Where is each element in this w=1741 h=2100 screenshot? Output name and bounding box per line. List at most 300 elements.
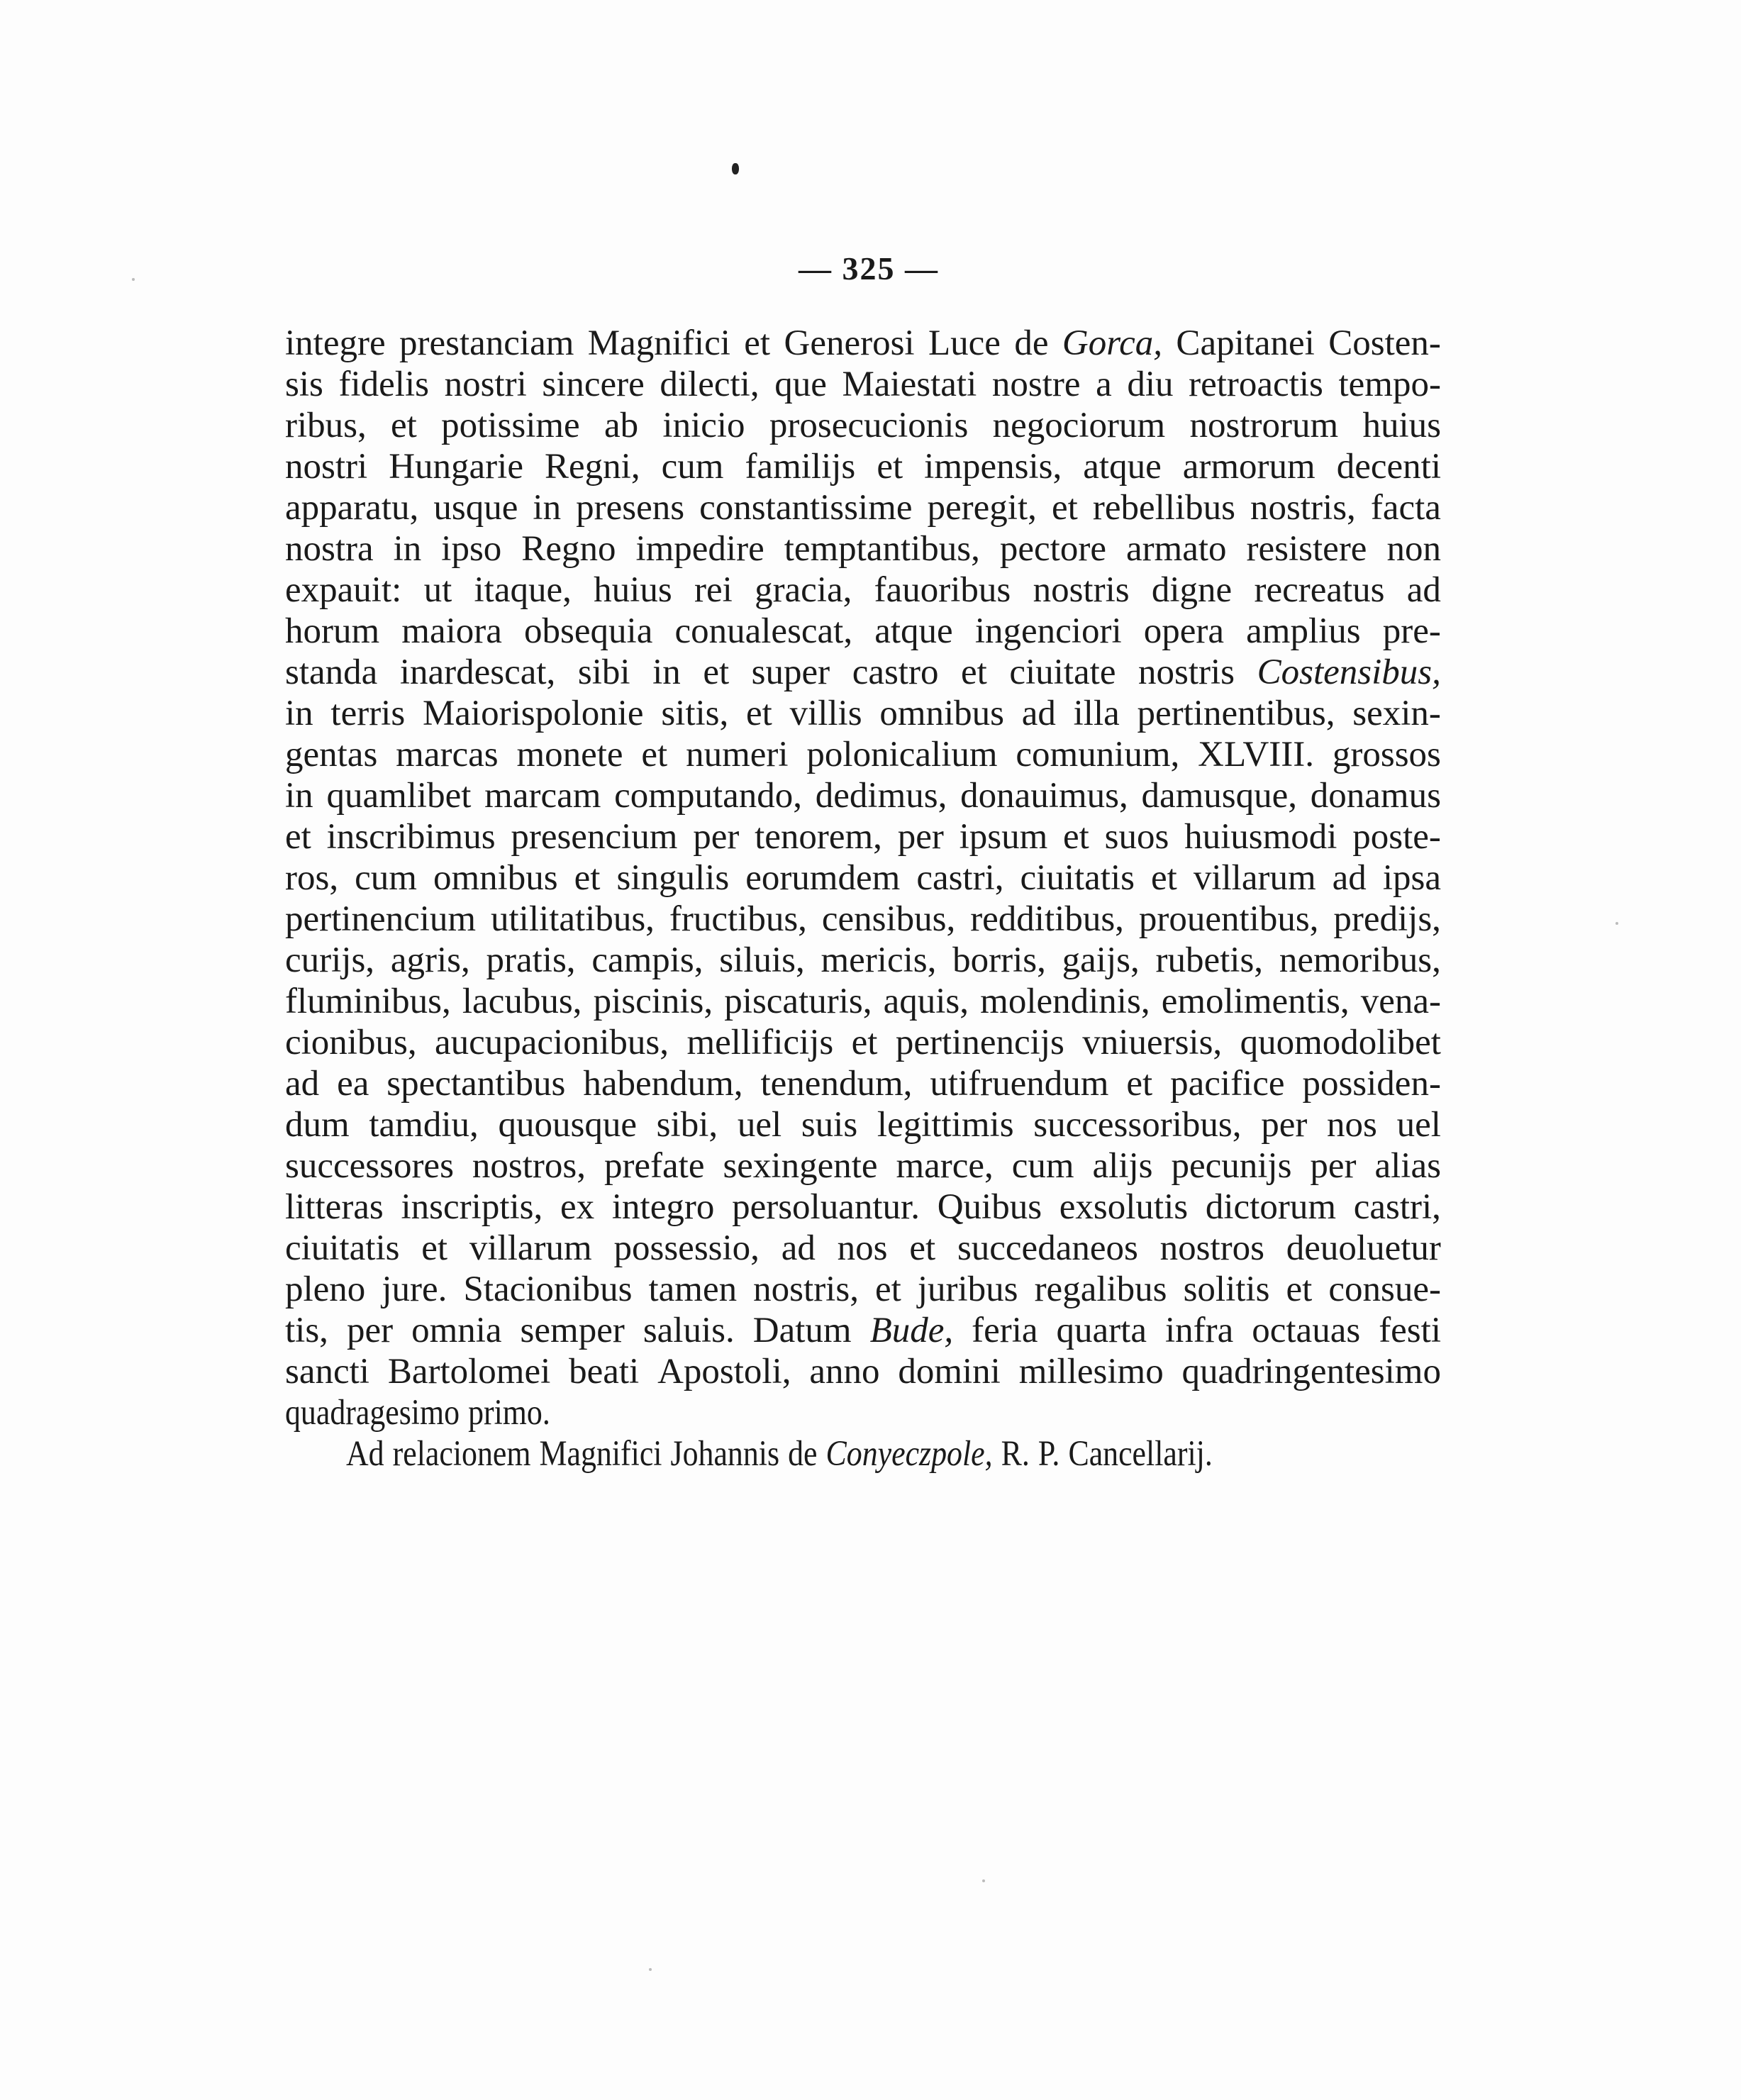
- word: sibi,: [656, 1105, 718, 1145]
- word: suos: [1104, 817, 1169, 857]
- word: huiusmodi: [1184, 817, 1337, 857]
- word: rubetis,: [1155, 940, 1264, 980]
- word: impedire: [635, 529, 764, 569]
- word: tis,: [285, 1311, 328, 1350]
- word: Apostoli,: [657, 1352, 791, 1391]
- word: pertinentibus,: [1137, 694, 1335, 733]
- word: solitis: [1183, 1270, 1270, 1309]
- word: inardescat,: [399, 652, 556, 692]
- word: usque: [433, 488, 518, 528]
- word: et: [875, 1270, 901, 1309]
- word: ciuitate: [1009, 652, 1116, 692]
- word: pre-: [1382, 611, 1441, 651]
- word: damusque,: [1141, 776, 1298, 816]
- ink-dot: [649, 1968, 652, 1971]
- word: negociorum: [992, 406, 1166, 445]
- word: fluminibus,: [285, 982, 451, 1021]
- word: singulis: [616, 858, 730, 898]
- word: nostros,: [472, 1146, 586, 1186]
- word: computando,: [614, 776, 803, 816]
- word: siluis,: [719, 940, 805, 980]
- ink-dot: [1615, 922, 1618, 925]
- word: sexin-: [1352, 694, 1441, 733]
- word: infra: [1164, 1311, 1234, 1350]
- word: gaijs,: [1062, 940, 1140, 980]
- word: villarum: [469, 1228, 592, 1268]
- word: armorum: [1182, 447, 1316, 487]
- word: ab: [603, 406, 639, 445]
- word: Magnifici: [539, 1434, 662, 1474]
- text-line: [285, 446, 1441, 487]
- word: persoluantur.: [732, 1187, 920, 1227]
- word: Hungarie: [389, 447, 523, 487]
- text-line: [285, 611, 1441, 652]
- word: rebellibus: [1092, 488, 1235, 528]
- word: beati: [569, 1352, 640, 1391]
- word: nos: [837, 1228, 888, 1268]
- word: in: [533, 488, 562, 528]
- word: castri,: [916, 858, 1004, 898]
- word: quadringentesimo: [1181, 1352, 1441, 1391]
- word: tempo-: [1338, 365, 1441, 404]
- text-line: [285, 940, 1441, 981]
- word: pleno: [285, 1270, 366, 1309]
- word: castro: [852, 652, 939, 692]
- text-line: [285, 570, 1441, 611]
- word: sexingente: [723, 1146, 878, 1186]
- word: uel: [737, 1105, 782, 1145]
- word: relacionem: [392, 1434, 531, 1474]
- word: dictorum: [1205, 1187, 1336, 1227]
- word: marcas: [396, 735, 499, 774]
- word: per: [1310, 1146, 1357, 1186]
- word: in: [393, 529, 422, 569]
- word: dilecti,: [660, 365, 760, 404]
- word: cum: [355, 858, 417, 898]
- word: per: [693, 817, 740, 857]
- word: domini: [898, 1352, 1001, 1391]
- word: XLVIII.: [1198, 735, 1315, 774]
- word: ut: [423, 570, 452, 610]
- word: constantissime: [699, 488, 913, 528]
- word: successoribus,: [1033, 1105, 1242, 1145]
- word: et: [909, 1228, 936, 1268]
- word: possiden-: [1302, 1064, 1441, 1104]
- word: curijs,: [285, 940, 375, 980]
- word: tenendum,: [760, 1064, 913, 1104]
- word: nostre: [991, 365, 1081, 404]
- word: ad: [1332, 858, 1367, 898]
- word: integre: [285, 323, 386, 363]
- word: emolimentis,: [1161, 982, 1350, 1021]
- word: obsequia: [524, 611, 653, 651]
- word: et: [744, 323, 771, 363]
- word: Regno: [521, 529, 616, 569]
- word: nostri: [444, 365, 527, 404]
- word: Maiestati: [842, 365, 977, 404]
- word: mellificijs: [686, 1023, 834, 1062]
- word: nemoribus,: [1279, 940, 1441, 980]
- word: diu: [1127, 365, 1174, 404]
- word: rei: [694, 570, 733, 610]
- text-line: [285, 652, 1441, 693]
- ink-dot: [132, 278, 135, 281]
- word: donauimus,: [960, 776, 1128, 816]
- word: per: [897, 817, 944, 857]
- word: potissime: [441, 406, 580, 445]
- word: familijs: [745, 447, 856, 487]
- word: nostris: [1138, 652, 1235, 692]
- ink-dot: [982, 1879, 985, 1882]
- word: tamen: [648, 1270, 738, 1309]
- word: Bartolomei: [387, 1352, 551, 1391]
- text-line: [285, 693, 1441, 734]
- word: mericis,: [821, 940, 937, 980]
- word: ipso: [441, 529, 502, 569]
- word: possessio,: [613, 1228, 760, 1268]
- word: villarum: [1193, 858, 1316, 898]
- word: et: [1151, 858, 1177, 898]
- word: festi: [1379, 1311, 1441, 1350]
- word: marcam: [484, 776, 601, 816]
- ink-speck: [732, 163, 739, 174]
- word: borris,: [952, 940, 1046, 980]
- word: nostris: [1033, 570, 1130, 610]
- word: et: [746, 694, 772, 733]
- word: et: [851, 1023, 878, 1062]
- word: prosecucionis: [769, 406, 969, 445]
- word: aquis,: [883, 982, 969, 1021]
- word: amplius: [1246, 611, 1361, 651]
- word: et: [1286, 1270, 1313, 1309]
- word: a: [1096, 365, 1112, 404]
- word: Stacionibus: [463, 1270, 633, 1309]
- word: ipsum: [959, 817, 1048, 857]
- word: quarta: [1056, 1311, 1147, 1350]
- word: Quibus: [937, 1187, 1042, 1227]
- word: atque: [874, 611, 953, 651]
- word: molendinis,: [980, 982, 1150, 1021]
- word: ad: [1021, 694, 1056, 733]
- word: de: [788, 1434, 818, 1474]
- word: pecunijs: [1171, 1146, 1292, 1186]
- word: suis: [801, 1105, 858, 1145]
- word: grossos: [1332, 735, 1441, 774]
- word: alias: [1374, 1146, 1441, 1186]
- word: utilitatibus,: [491, 899, 655, 939]
- word: monete: [516, 735, 623, 774]
- word: super: [751, 652, 830, 692]
- word: in: [285, 776, 313, 816]
- word: cionibus,: [285, 1023, 417, 1062]
- text-line: [285, 1392, 559, 1433]
- word: ad: [1406, 570, 1441, 610]
- word: ipsa: [1382, 858, 1441, 898]
- word: utifruendum: [930, 1064, 1109, 1104]
- word: presens: [576, 488, 685, 528]
- word: comunium,: [1016, 735, 1180, 774]
- word: atque: [1083, 447, 1162, 487]
- word: et: [391, 406, 417, 445]
- word: Gorca,: [1062, 323, 1163, 363]
- text-line: [285, 528, 1441, 570]
- word: tenorem,: [755, 817, 882, 857]
- word: prestanciam: [399, 323, 574, 363]
- word: poste-: [1352, 817, 1441, 857]
- word: huius: [594, 570, 672, 610]
- word: censibus,: [821, 899, 956, 939]
- text-line: [285, 1104, 1441, 1145]
- word: facta: [1370, 488, 1441, 528]
- word: Bude,: [869, 1311, 954, 1350]
- word: omnia: [411, 1311, 502, 1350]
- word: quamlibet: [326, 776, 472, 816]
- word: fructibus,: [669, 899, 807, 939]
- word: deuoluetur: [1286, 1228, 1441, 1268]
- text-line: [285, 899, 1441, 940]
- word: quomodolibet: [1240, 1023, 1441, 1062]
- word: de: [1014, 323, 1049, 363]
- word: vena-: [1360, 982, 1441, 1021]
- word: piscaturis,: [724, 982, 872, 1021]
- word: legittimis: [877, 1105, 1014, 1145]
- word: Ad: [346, 1434, 384, 1474]
- word: numeri: [686, 735, 789, 774]
- word: sibi: [577, 652, 630, 692]
- word: Generosi: [784, 323, 915, 363]
- text-line: [285, 816, 1441, 857]
- word: sis: [285, 365, 323, 404]
- word: illa: [1073, 694, 1120, 733]
- word: Conyeczpole,: [825, 1434, 993, 1474]
- text-line: [285, 1269, 1441, 1310]
- word: omnibus: [433, 858, 558, 898]
- word: cum: [661, 447, 724, 487]
- word: nostra: [285, 529, 374, 569]
- body-text: [285, 323, 1441, 1474]
- word: pacifice: [1170, 1064, 1285, 1104]
- word: Maiorispolonie: [422, 694, 644, 733]
- page-number: — 325 —: [799, 250, 939, 287]
- word: vniuersis,: [1082, 1023, 1223, 1062]
- word: agris,: [390, 940, 470, 980]
- word: temptantibus,: [784, 529, 980, 569]
- word: et: [1126, 1064, 1153, 1104]
- word: gentas: [285, 735, 378, 774]
- word: et: [1063, 817, 1089, 857]
- word: ribus,: [285, 406, 367, 445]
- text-line: [285, 857, 1441, 899]
- word: sitis,: [661, 694, 729, 733]
- word: Costen-: [1328, 323, 1441, 363]
- word: jure.: [382, 1270, 447, 1309]
- word: tamdiu,: [369, 1105, 479, 1145]
- word: per: [1261, 1105, 1308, 1145]
- word: retroactis: [1189, 365, 1323, 404]
- word: aucupacionibus,: [435, 1023, 669, 1062]
- text-line: [285, 1310, 1441, 1351]
- word: alijs: [1092, 1146, 1153, 1186]
- word: villis: [789, 694, 862, 733]
- word: resistere: [1246, 529, 1367, 569]
- word: et: [421, 1228, 448, 1268]
- text-line: [285, 1063, 1441, 1104]
- word: lacubus,: [462, 982, 582, 1021]
- word: in: [652, 652, 681, 692]
- word: semper: [520, 1311, 625, 1350]
- text-line: [285, 1187, 1441, 1228]
- word: polonicalium: [806, 735, 998, 774]
- word: juribus: [917, 1270, 1018, 1309]
- word: pertinencium: [285, 899, 477, 939]
- word: et: [1051, 488, 1078, 528]
- word: expauit:: [285, 570, 402, 610]
- word: omnibus: [879, 694, 1004, 733]
- word: itaque,: [474, 570, 572, 610]
- text-line: [285, 405, 1441, 446]
- word: successores: [285, 1146, 454, 1186]
- word: nostris,: [753, 1270, 859, 1309]
- word: ciuitatis: [285, 1228, 400, 1268]
- word: succedaneos: [957, 1228, 1138, 1268]
- word: impensis,: [924, 447, 1062, 487]
- word: horum: [285, 611, 380, 651]
- word: millesimo: [1018, 1352, 1164, 1391]
- word: armato: [1125, 529, 1227, 569]
- word: pratis,: [486, 940, 576, 980]
- word: sincere: [542, 365, 645, 404]
- word: piscinis,: [593, 982, 713, 1021]
- word: cum: [1011, 1146, 1074, 1186]
- word: quadragesimo: [285, 1393, 460, 1433]
- word: gracia,: [755, 570, 852, 610]
- word: huius: [1362, 406, 1441, 445]
- word: litteras: [285, 1187, 384, 1227]
- word: ad: [781, 1228, 816, 1268]
- word: feria: [972, 1311, 1038, 1350]
- word: decenti: [1336, 447, 1441, 487]
- word: et: [703, 652, 730, 692]
- word: nostri: [285, 447, 368, 487]
- word: et: [285, 817, 311, 857]
- word: que: [774, 365, 827, 404]
- text-line: [285, 364, 1441, 405]
- word: campis,: [591, 940, 703, 980]
- word: ex: [560, 1187, 595, 1227]
- word: regalibus: [1034, 1270, 1167, 1309]
- word: Johannis: [670, 1434, 780, 1474]
- word: in: [285, 694, 313, 733]
- word: pectore: [999, 529, 1106, 569]
- word: et: [641, 735, 668, 774]
- word: octauas: [1252, 1311, 1361, 1350]
- text-line: [285, 981, 1441, 1022]
- word: spectantibus: [386, 1064, 566, 1104]
- word: conualescat,: [674, 611, 853, 651]
- word: nostrorum: [1189, 406, 1339, 445]
- word: recreatus: [1254, 570, 1385, 610]
- word: integro: [611, 1187, 715, 1227]
- word: Regni,: [545, 447, 640, 487]
- word: castri,: [1353, 1187, 1441, 1227]
- word: nos: [1327, 1105, 1377, 1145]
- word: predijs,: [1333, 899, 1441, 939]
- word: non: [1386, 529, 1441, 569]
- text-line: [285, 734, 1441, 775]
- text-line: [285, 775, 1441, 816]
- word: opera: [1143, 611, 1225, 651]
- word: maiora: [401, 611, 502, 651]
- word: et: [961, 652, 987, 692]
- word: inscribimus: [326, 817, 496, 857]
- word: per: [346, 1311, 394, 1350]
- word: nostros: [1159, 1228, 1264, 1268]
- word: Cancellarij.: [1068, 1434, 1213, 1474]
- text-line: [285, 1145, 1441, 1187]
- word: apparatu,: [285, 488, 419, 528]
- word: prouentibus,: [1138, 899, 1319, 939]
- text-line: [285, 1228, 1441, 1269]
- word: marce,: [896, 1146, 994, 1186]
- word: habendum,: [583, 1064, 743, 1104]
- text-line: [285, 487, 1441, 528]
- word: Luce: [928, 323, 1001, 363]
- word: donamus: [1310, 776, 1441, 816]
- word: saluis.: [643, 1311, 735, 1350]
- text-line: [285, 1022, 1441, 1063]
- word: exsolutis: [1059, 1187, 1189, 1227]
- word: quousque: [498, 1105, 637, 1145]
- word: prefate: [603, 1146, 705, 1186]
- text-line: [285, 1433, 1221, 1474]
- word: ros,: [285, 858, 339, 898]
- word: et: [877, 447, 903, 487]
- word: anno: [809, 1352, 880, 1391]
- word: eorumdem: [745, 858, 901, 898]
- word: standa: [285, 652, 378, 692]
- text-line: [285, 1351, 1441, 1392]
- word: nostris,: [1250, 488, 1356, 528]
- word: fidelis: [338, 365, 429, 404]
- word: P.: [1038, 1434, 1060, 1474]
- word: presencium: [511, 817, 678, 857]
- word: Datum: [752, 1311, 852, 1350]
- word: et: [574, 858, 601, 898]
- text-line: [285, 323, 1441, 364]
- word: peregit,: [927, 488, 1037, 528]
- word: uel: [1396, 1105, 1441, 1145]
- word: pertinencijs: [895, 1023, 1064, 1062]
- word: R.: [1001, 1434, 1030, 1474]
- word: ingenciori: [974, 611, 1122, 651]
- word: Capitanei: [1176, 323, 1315, 363]
- word: dedimus,: [815, 776, 947, 816]
- word: primo.: [468, 1393, 550, 1433]
- word: ea: [337, 1064, 369, 1104]
- word: fauoribus: [874, 570, 1011, 610]
- word: terris: [330, 694, 406, 733]
- word: inscriptis,: [401, 1187, 543, 1227]
- word: Costensibus,: [1257, 652, 1441, 692]
- word: consue-: [1328, 1270, 1441, 1309]
- word: Magnifici: [587, 323, 730, 363]
- word: ciuitatis: [1020, 858, 1135, 898]
- word: digne: [1151, 570, 1233, 610]
- word: ad: [285, 1064, 320, 1104]
- word: sancti: [285, 1352, 369, 1391]
- word: inicio: [662, 406, 745, 445]
- word: redditibus,: [970, 899, 1124, 939]
